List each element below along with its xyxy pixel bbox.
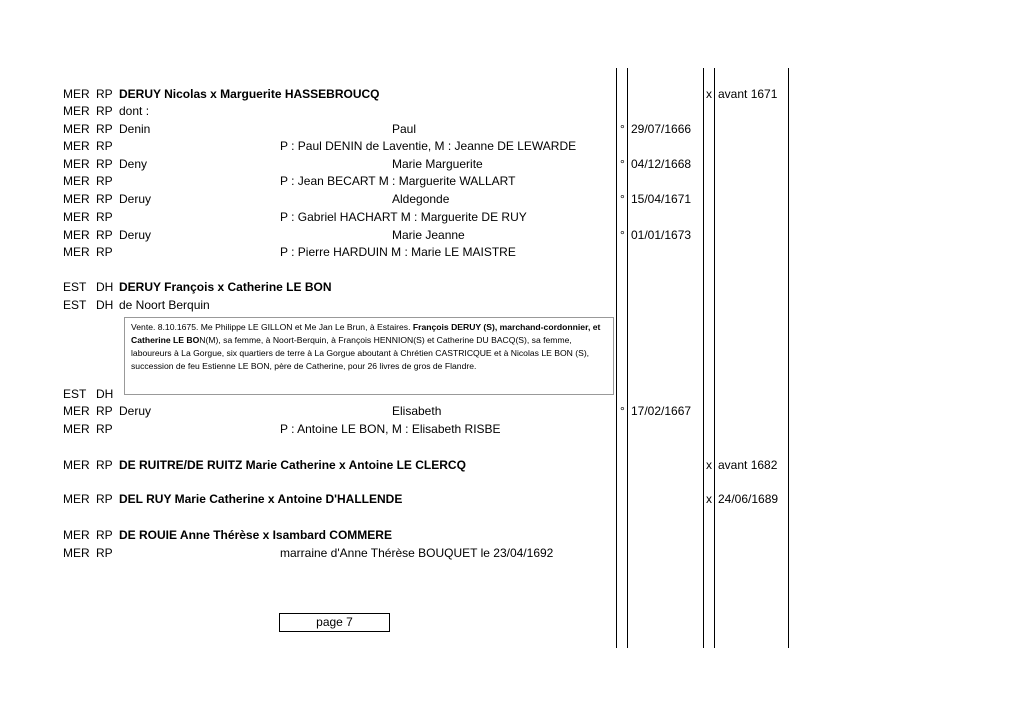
code-cell: RP — [96, 546, 113, 560]
name-cell: de Noort Berquin — [119, 298, 210, 312]
code-cell: RP — [96, 122, 113, 136]
code-cell: MER — [63, 228, 90, 242]
code-cell: RP — [96, 492, 113, 506]
parents-cell: P : Antoine LE BON, M : Elisabeth RISBE — [280, 422, 501, 436]
code-cell: RP — [96, 245, 113, 259]
date-cell: 24/06/1689 — [718, 492, 779, 506]
code-cell: MER — [63, 492, 90, 506]
date-cell: avant 1682 — [718, 458, 778, 472]
name-cell: DERUY François x Catherine LE BON — [119, 280, 332, 294]
column-rule — [703, 68, 704, 648]
mark-cell: x — [706, 458, 712, 472]
mark-cell: ° — [620, 404, 625, 418]
code-cell: MER — [63, 157, 90, 171]
code-cell: MER — [63, 122, 90, 136]
comment-note — [124, 317, 614, 395]
note-text: Vente. 8.10.1675. Me Philippe LE GILLON et Me Jan Le Brun, à Estaires. — [131, 322, 413, 332]
code-cell: MER — [63, 528, 90, 542]
code-cell: MER — [63, 404, 90, 418]
note-bold-text: François DERUY (S), marchand-cordonnier, et Catherine LE BO — [131, 322, 601, 345]
first-name-cell: Marie Marguerite — [392, 157, 483, 171]
code-cell: EST — [63, 280, 87, 294]
date-cell: 17/02/1667 — [631, 404, 692, 418]
parents-cell: P : Paul DENIN de Laventie, M : Jeanne DE LEWARDE — [280, 139, 577, 153]
code-cell: MER — [63, 458, 90, 472]
first-name-cell: Marie Jeanne — [392, 228, 465, 242]
code-cell: RP — [96, 192, 113, 206]
code-cell: RP — [96, 458, 113, 472]
code-cell: DH — [96, 298, 114, 312]
name-cell: DERUY Nicolas x Marguerite HASSEBROUCQ — [119, 87, 380, 101]
name-cell: DE RUITRE/DE RUITZ Marie Catherine x Antoine LE CLERCQ — [119, 458, 466, 472]
page-number: page 7 — [279, 613, 390, 632]
mark-cell: ° — [620, 192, 625, 206]
column-rule — [714, 68, 715, 648]
mark-cell: ° — [620, 228, 625, 242]
parents-cell: P : Gabriel HACHART M : Marguerite DE RUY — [280, 210, 527, 224]
code-cell: DH — [96, 280, 114, 294]
code-cell: EST — [63, 298, 87, 312]
date-cell: 04/12/1668 — [631, 157, 692, 171]
code-cell: MER — [63, 546, 90, 560]
name-cell: DE ROUIE Anne Thérèse x Isambard COMMERE — [119, 528, 392, 542]
code-cell: DH — [96, 387, 114, 401]
code-cell: EST — [63, 387, 87, 401]
code-cell: RP — [96, 404, 113, 418]
code-cell: RP — [96, 174, 113, 188]
code-cell: RP — [96, 104, 113, 118]
name-cell: dont : — [119, 104, 150, 118]
name-cell: Deruy — [119, 228, 152, 242]
date-cell: 01/01/1673 — [631, 228, 692, 242]
date-cell: avant 1671 — [718, 87, 778, 101]
name-cell: Deruy — [119, 404, 152, 418]
code-cell: MER — [63, 174, 90, 188]
code-cell: RP — [96, 87, 113, 101]
code-cell: RP — [96, 210, 113, 224]
note-text: N(M), sa femme, à Noort-Berquin, à François HENNION(S) et Catherine DU BACQ(S), sa femme, laboureurs à La Gorgue, six quartiers de terre à La Gorgue aboutant à Chrétien CASTRICQUE et à Nicolas LE BON (S), succession de feu Estienne LE BON, père de Catherine, pour 26 livres de gros de Flandre. — [131, 335, 590, 371]
column-rule — [616, 68, 617, 648]
name-cell: Denin — [119, 122, 151, 136]
mark-cell: ° — [620, 122, 625, 136]
parents-cell: P : Jean BECART M : Marguerite WALLART — [280, 174, 516, 188]
code-cell: RP — [96, 157, 113, 171]
code-cell: MER — [63, 104, 90, 118]
code-cell: RP — [96, 528, 113, 542]
code-cell: MER — [63, 245, 90, 259]
name-cell: Deruy — [119, 192, 152, 206]
code-cell: MER — [63, 422, 90, 436]
code-cell: RP — [96, 139, 113, 153]
name-cell: Deny — [119, 157, 148, 171]
code-cell: MER — [63, 210, 90, 224]
code-cell: RP — [96, 228, 113, 242]
mark-cell: x — [706, 492, 712, 506]
code-cell: MER — [63, 87, 90, 101]
parents-cell: P : Pierre HARDUIN M : Marie LE MAISTRE — [280, 245, 516, 259]
mark-cell: ° — [620, 157, 625, 171]
first-name-cell: Aldegonde — [392, 192, 450, 206]
code-cell: RP — [96, 422, 113, 436]
code-cell: MER — [63, 192, 90, 206]
date-cell: 29/07/1666 — [631, 122, 692, 136]
first-name-cell: Elisabeth — [392, 404, 442, 418]
name-cell: DEL RUY Marie Catherine x Antoine D'HALLENDE — [119, 492, 403, 506]
date-cell: 15/04/1671 — [631, 192, 692, 206]
column-rule — [627, 68, 628, 648]
first-name-cell: Paul — [392, 122, 417, 136]
code-cell: MER — [63, 139, 90, 153]
parents-cell: marraine d'Anne Thérèse BOUQUET le 23/04/1692 — [280, 546, 554, 560]
column-rule — [788, 68, 789, 648]
mark-cell: x — [706, 87, 712, 101]
